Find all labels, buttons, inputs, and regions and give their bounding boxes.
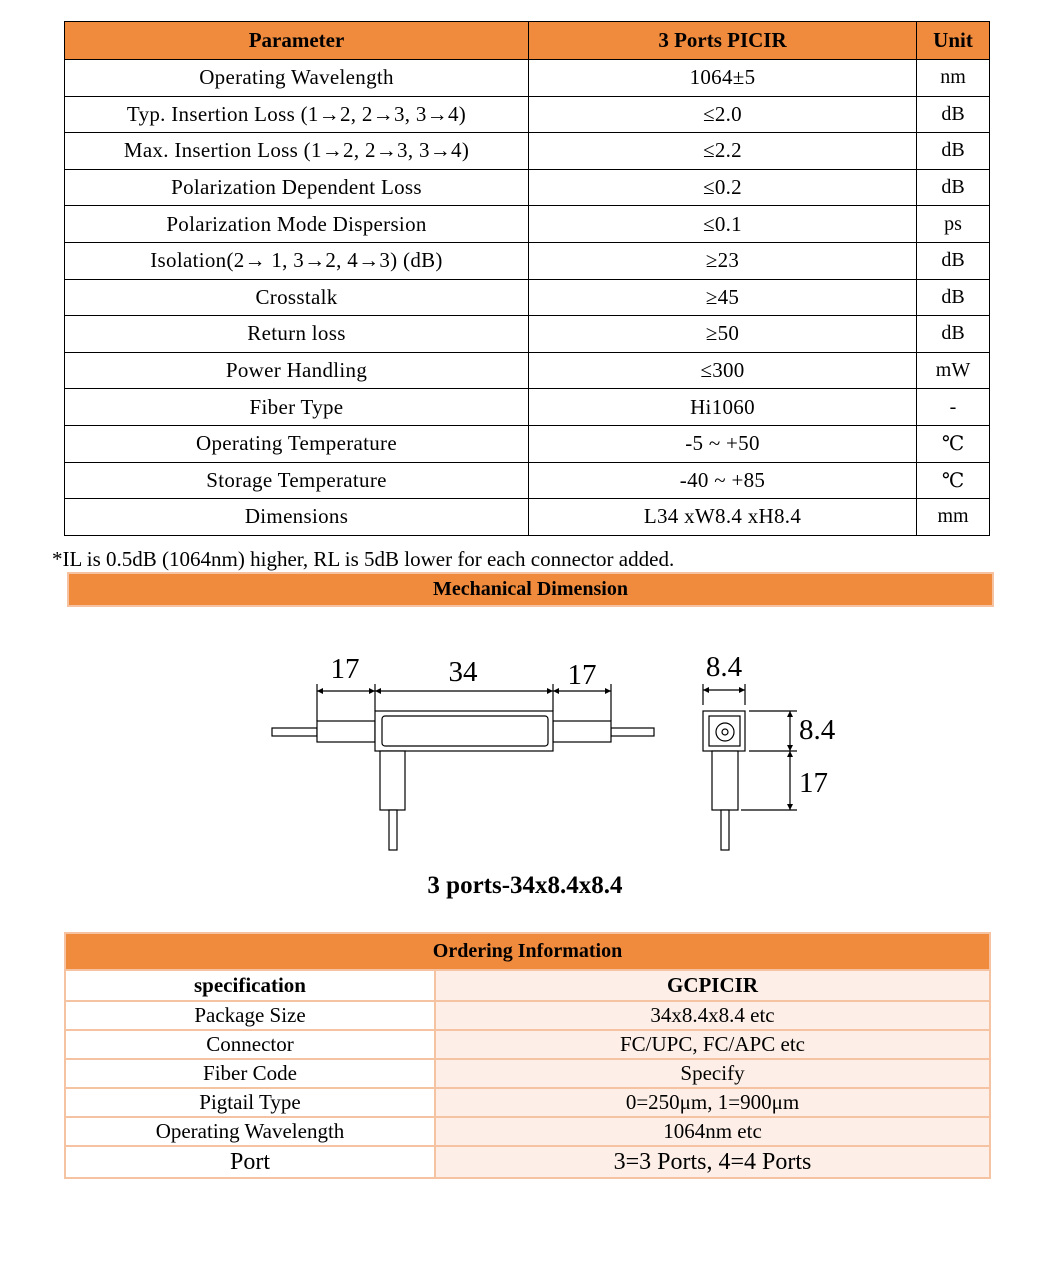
spec-value: ≥45 [529,279,917,316]
spec-unit: nm [917,60,990,97]
spec-parameter: Typ. Insertion Loss (1→2, 2→3, 3→4) [65,96,529,133]
ordering-value: 1064nm etc [435,1117,990,1146]
ordering-row [65,1146,990,1178]
dim-width-label: 8.4 [705,651,743,683]
spec-value: Hi1060 [529,389,917,426]
ordering-label: Package Size [65,1001,435,1030]
spec-unit: ℃ [917,462,990,499]
end-view [703,684,797,850]
ordering-row [65,1059,990,1088]
spec-parameter: Polarization Mode Dispersion [65,206,529,243]
ordering-value: 0=250μm, 1=900μm [435,1088,990,1117]
spec-unit: ps [917,206,990,243]
ordering-value: FC/UPC, FC/APC etc [435,1030,990,1059]
spec-value: -40 ~ +85 [529,462,917,499]
ordering-row [65,1001,990,1030]
ordering-title-row [65,933,990,970]
ordering-title: Ordering Information [65,933,990,970]
ordering-row [65,1088,990,1117]
header-unit: Unit [917,22,990,60]
mechanical-dimension-title: Mechanical Dimension [67,572,994,607]
specification-table [64,21,990,536]
spec-row [65,499,990,536]
ordering-row [65,1117,990,1146]
spec-row [65,133,990,170]
spec-unit: - [917,389,990,426]
spec-unit: dB [917,133,990,170]
header-parameter: Parameter [65,22,529,60]
spec-value: ≥50 [529,316,917,353]
spec-row [65,389,990,426]
spec-unit: dB [917,279,990,316]
spec-value: -5 ~ +50 [529,425,917,462]
mechanical-drawing [260,640,860,860]
spec-value: ≤0.2 [529,169,917,206]
spec-parameter: Polarization Dependent Loss [65,169,529,206]
spec-header-row [65,22,990,60]
header-model: 3 Ports PICIR [529,22,917,60]
left-fiber [272,728,317,736]
spec-row [65,425,990,462]
ordering-header-value: GCPICIR [435,970,990,1001]
spec-row [65,316,990,353]
right-fiber [611,728,654,736]
bottom-fiber [389,810,397,850]
spec-unit: dB [917,96,990,133]
spec-row [65,96,990,133]
ordering-header-row [65,970,990,1001]
spec-parameter: Dimensions [65,499,529,536]
spec-value: ≤300 [529,352,917,389]
spec-value: ≤0.1 [529,206,917,243]
dim-right-boot-label: 17 [567,659,597,691]
right-boot [553,721,611,742]
ordering-value: Specify [435,1059,990,1088]
connector-note: *IL is 0.5dB (1064nm) higher, RL is 5dB lower for each connector added. [52,547,675,571]
dim-left-boot-label: 17 [330,653,360,685]
body-inner [382,716,548,746]
ordering-table [64,932,991,1179]
ordering-label: Pigtail Type [65,1088,435,1117]
left-boot [317,721,375,742]
ordering-value: 34x8.4x8.4 etc [435,1001,990,1030]
end-bottom-boot [712,751,738,810]
spec-unit: mm [917,499,990,536]
ordering-row [65,1030,990,1059]
dim-boot-length-label: 17 [799,767,828,799]
bottom-boot [380,751,405,810]
spec-unit: ℃ [917,425,990,462]
dim-body-length-label: 34 [448,656,478,688]
spec-parameter: Operating Wavelength [65,60,529,97]
ordering-header-label: specification [65,970,435,1001]
ordering-label: Operating Wavelength [65,1117,435,1146]
spec-parameter: Power Handling [65,352,529,389]
spec-value: ≥23 [529,242,917,279]
spec-row [65,279,990,316]
spec-row [65,169,990,206]
spec-row [65,206,990,243]
spec-parameter: Isolation(2→ 1, 3→2, 4→3) (dB) [65,242,529,279]
spec-row [65,352,990,389]
spec-parameter: Max. Insertion Loss (1→2, 2→3, 3→4) [65,133,529,170]
spec-unit: dB [917,242,990,279]
end-bottom-fiber [721,810,729,850]
spec-parameter: Storage Temperature [65,462,529,499]
spec-unit: mW [917,352,990,389]
spec-row [65,60,990,97]
spec-value: ≤2.2 [529,133,917,170]
spec-row [65,242,990,279]
spec-unit: dB [917,169,990,206]
spec-row [65,462,990,499]
ordering-label: Port [65,1146,435,1178]
side-view [272,684,654,850]
ordering-label: Connector [65,1030,435,1059]
spec-parameter: Fiber Type [65,389,529,426]
spec-value: ≤2.0 [529,96,917,133]
spec-parameter: Operating Temperature [65,425,529,462]
port-core [722,729,728,735]
spec-value: 1064±5 [529,60,917,97]
spec-unit: dB [917,316,990,353]
ordering-value: 3=3 Ports, 4=4 Ports [435,1146,990,1178]
ordering-label: Fiber Code [65,1059,435,1088]
spec-parameter: Crosstalk [65,279,529,316]
drawing-caption: 3 ports-34x8.4x8.4 [427,872,623,899]
spec-parameter: Return loss [65,316,529,353]
spec-value: L34 xW8.4 xH8.4 [529,499,917,536]
dim-height-label: 8.4 [799,714,836,746]
